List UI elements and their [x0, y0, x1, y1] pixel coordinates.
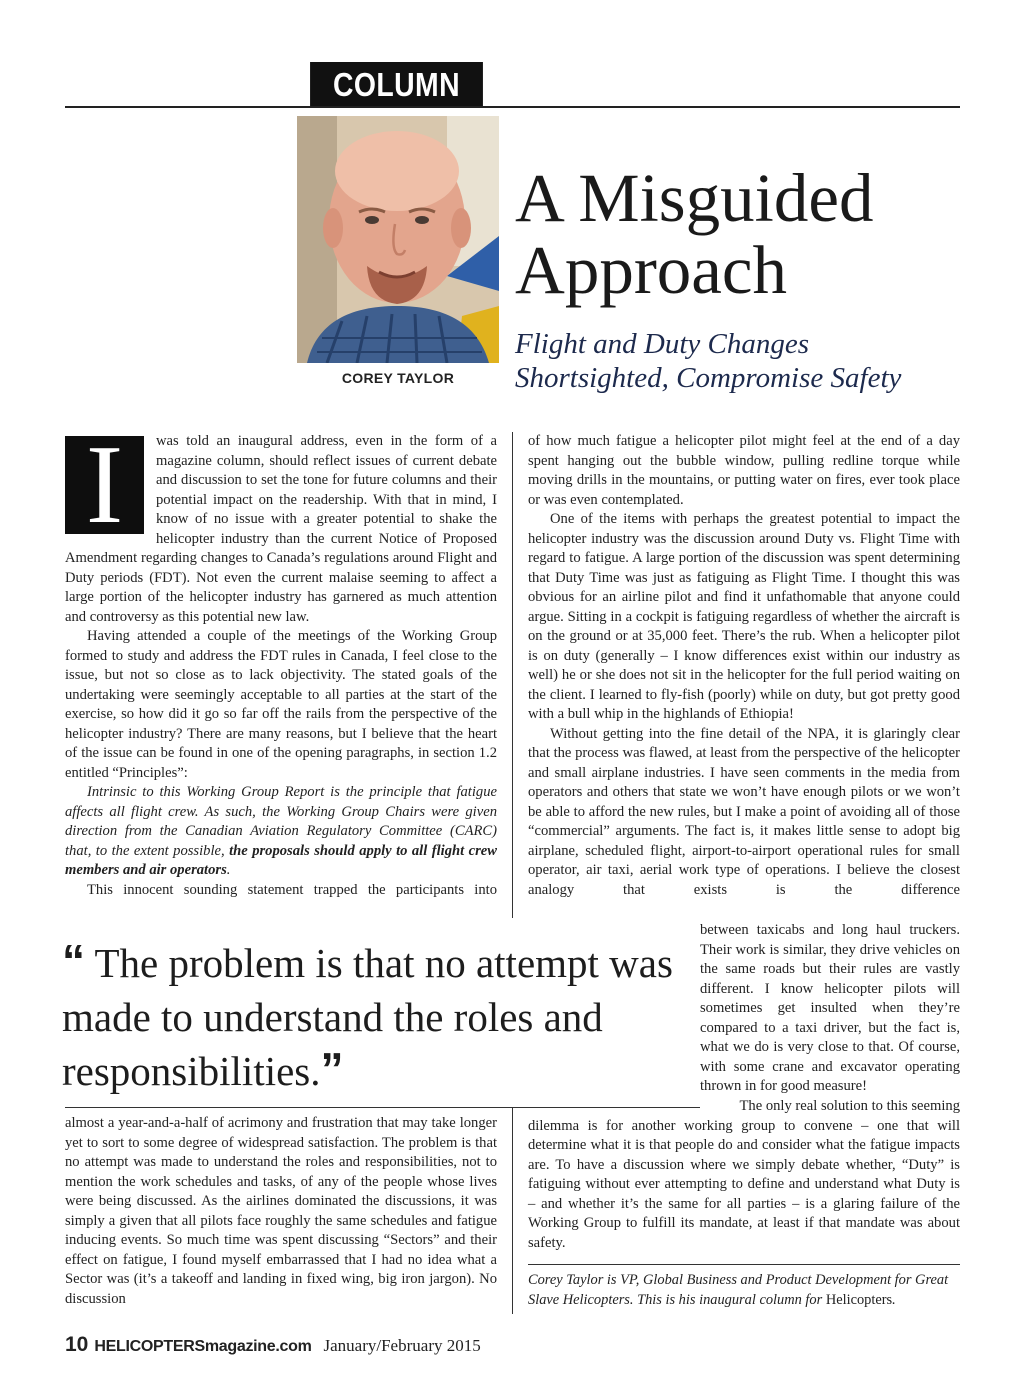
paragraph: dilemma is for another working group to convene – one that will determine what it is that people do and consider what the fatigue impacts are. To have a discussion where we simply debate whether, “Duty” is fatiguing without ever attempting to define and understand what Duty is – and whether it’s the same for all parties – is a glaring failure of the Working Group to fulfill its mandate, at least if that mandate was about safety.: [528, 1117, 960, 1251]
paragraph-start: The only real solution to this seeming: [739, 1098, 960, 1114]
column-divider: [512, 432, 513, 918]
magazine-website: HELICOPTERSmagazine.com: [94, 1338, 312, 1355]
paragraph: was told an inaugural address, even in the form of a magazine column, should reflect issues of current debate and discussion to set the tone for future columns and their potential impact on the readership. With that in mind, I know of no issue with a greater potential to shake the helicopter industry than the current Notice of Proposed Amendment regarding changes to Canada’s regulations around Flight and Duty periods (FDT). Not even the current malaise seeming to affect a large portion of the helicopter industry has garnered as much attention and controversy as this potential new law.: [65, 433, 497, 625]
open-quote-mark: “: [62, 935, 85, 987]
author-photo-illustration: [297, 116, 499, 363]
author-caption: COREY TAYLOR: [341, 370, 455, 386]
pull-quote: [62, 936, 682, 1098]
paragraph: Without getting into the fine detail of the NPA, it is glaringly clear that the process was flawed, at least from the perspective of the helicopter and small airplane industries. I have seen comments in the media from operators and others that state we won’t have enough pilots or we won’t be able to afford the new rules, but I make a point of avoiding all of those “commercial” arguments. The fact is, it makes little sense to adopt big airplane, scheduled flight, airport-to-airport operational rules for small operator, air taxi, aerial work type of operations. I believe the closest analogy that exists is the difference: [528, 725, 960, 898]
block-quote-emphasis: the proposals should apply to all flight crew members and air operators: [65, 842, 497, 878]
body-column-2-wrap: [700, 921, 960, 1097]
section-label: COLUMN: [310, 62, 483, 108]
author-bio-text: Corey Taylor is VP, Global Business and Product Development for Great Slave Helicopters. This is his inaugural column for: [528, 1272, 949, 1308]
headline: [515, 162, 955, 306]
block-quote-end: .: [226, 862, 231, 878]
column-divider: [512, 1108, 513, 1314]
issue-date: January/February 2015: [323, 1336, 481, 1355]
body-column-2-lower: [528, 1097, 960, 1253]
paragraph: of how much fatigue a helicopter pilot might feel at the end of a day spent hanging out the bubble window, pulling redline torque while moving drills in the mountains, or putting water on fires, ever took place or was even contemplated.: [528, 433, 960, 508]
author-photo: [297, 116, 499, 363]
paragraph: almost a year-and-a-half of acrimony and frustration that may take longer yet to sort to some degree of widespread satisfaction. The problem is that no attempt was made to understand the roles and responsibilities, not to mention the work schedules and tasks, of any of the people whose lives were being discussed. As the airlines dominated the discussions, it was simply a given that all pilots face roughly the same schedules and fatigue inducing events. So much time was spent discussing “Sectors” and their effect on fatigue, I found myself embarrassed that I had no idea what a Sector was (it’s a takeoff and landing in fixed wing, big iron jargon). No discussion: [65, 1115, 497, 1307]
paragraph: One of the items with perhaps the greatest potential to impact the helicopter industry was the discussion around Duty vs. Flight Time with regard to fatigue. A large portion of the discussion was spent determining that Duty Time was just as fatiguing as Flight Time. I thought this was obvious for an airline pilot and find it unfathomable that anyone could argue. Sitting in a cockpit is fatiguing regardless of whether the aircraft is on the ground or at 35,000 feet. There’s the rub. When a helicopter pilot is on duty (generally – I know differences exist within our industry as well) he or she does not sit in the helicopter for the full period waiting on the client. I learned to fly-fish (poorly) while on duty, but got pretty good with a bull whip in the highlands of Ethiopia!: [528, 511, 960, 722]
magazine-name: Helicopters: [825, 1291, 893, 1308]
headline-line-2: Approach: [515, 232, 788, 308]
author-bio: [528, 1271, 960, 1310]
body-column-1: [65, 423, 497, 900]
top-rule: [65, 106, 960, 108]
bio-rule: [528, 1264, 960, 1265]
page-footer: [65, 1333, 765, 1363]
paragraph: This innocent sounding statement trapped the participants into: [87, 881, 497, 898]
author-bio-end: .: [892, 1291, 896, 1308]
headline-line-1: A Misguided: [515, 160, 874, 236]
paragraph: Having attended a couple of the meetings of the Working Group formed to study and address the FDT rules in Canada, I feel close to the issue, but not so close as to lack objectivity. The stated goals of the undertaking were seemingly acceptable to all parties at the start of the exercise, so how did it go so far off the rails from the perspective of the helicopter industry? There are many reasons, but I believe that the heart of the issue can be found in one of the opening paragraphs, in section 1.2 entitled “Principles”:: [65, 628, 497, 781]
block-quote: [65, 783, 497, 881]
drop-cap: I: [65, 436, 144, 534]
subheadline-line-2: Shortsighted, Compromise Safety: [515, 362, 902, 394]
paragraph: between taxicabs and long haul truckers. Their work is similar, they drive vehicles on the same roads but their rules are vastly different. I know helicopter pilots will sometimes get insulted when they’re compared to a taxi driver, but the fact is, what we do is very close to that. Of course, with some crane and excavator operating thrown in for good measure!: [700, 922, 960, 1094]
subheadline: [515, 327, 955, 395]
page-number: 10: [65, 1333, 89, 1356]
pull-quote-text: The problem is that no attempt was made to understand the roles and responsibilities.: [62, 940, 673, 1094]
body-column-2: [528, 432, 960, 900]
close-quote-mark: ”: [320, 1043, 344, 1095]
subheadline-line-1: Flight and Duty Changes: [515, 328, 810, 360]
block-quote-text: Intrinsic to this Working Group Report is the principle that fatigue affects all flight crew. As such, the Working Group Chairs were given direction from the Canadian Aviation Regulatory Committee (CARC) that, to the extent possible,: [65, 784, 497, 859]
body-column-1-lower: [65, 1114, 497, 1309]
